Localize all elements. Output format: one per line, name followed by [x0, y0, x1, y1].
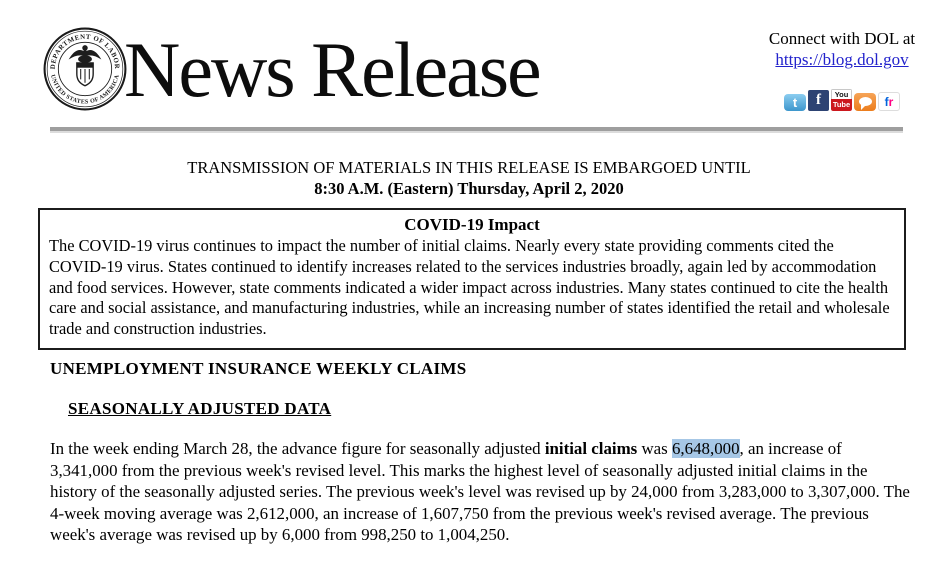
connect-text: Connect with DOL at [768, 29, 916, 48]
covid-impact-box [38, 208, 906, 350]
covid-box-title: COVID-19 Impact [404, 215, 540, 234]
embargo-line1: TRANSMISSION OF MATERIALS IN THIS RELEASE IS EMBARGOED UNTIL [187, 158, 751, 177]
section-heading-seasonally-adjusted-data: SEASONALLY ADJUSTED DATA [68, 399, 332, 418]
youtube-icon-top-label: You [831, 89, 852, 99]
claims-rest: , an increase of 3,341,000 from the previous week's revised level. This marks the highest level of seasonally adjusted initial claims in the history of the seasonally adjusted series. The previous week's level was revised up by 24,000 from 3,283,000 to 3,307,000. The 4-week moving average was 2,612,000, an increase of 1,607,750 from the previous week's revised average. The previous week's average was revised up by 6,000 from 998,250 to 1,004,250. [50, 439, 910, 544]
dol-seal [42, 26, 128, 112]
chat-bubble-glyph [859, 97, 872, 106]
flickr-icon[interactable] [878, 92, 900, 111]
claims-mid: was [637, 439, 672, 458]
connect-block [746, 28, 938, 111]
flickr-icon-f: f [884, 94, 889, 109]
highlighted-value: 6,648,000 [671, 439, 740, 458]
blog-link[interactable]: https://blog.dol.gov [775, 50, 909, 69]
dol-seal-graphic [42, 26, 128, 112]
youtube-icon[interactable] [831, 89, 852, 111]
flickr-icon-r: r [888, 94, 894, 109]
chat-bubble-icon[interactable] [854, 93, 876, 111]
embargo-notice [0, 157, 938, 199]
embargo-line2: 8:30 A.M. (Eastern) Thursday, April 2, 2020 [314, 179, 624, 198]
masthead-title: News Release [124, 26, 540, 113]
shield-icon [77, 63, 93, 86]
section-heading-unemployment-insurance-weekly-claims: UNEMPLOYMENT INSURANCE WEEKLY CLAIMS [50, 359, 467, 378]
claims-bold-term: initial claims [544, 439, 638, 458]
header-divider [50, 127, 903, 133]
seal-text-top: DEPARTMENT OF LABOR [49, 33, 121, 70]
covid-box-body: The COVID-19 virus continues to impact the number of initial claims. Nearly every state providing comments cited the COVID-19 virus. States continued to identify increases related to the services industries broadly, again led by accommodation and food services. However, state comments indicated a wider impact across industries. Many states continued to cite the health care and social assistance, and manufacturing industries, while an increasing number of states identified the retail and wholesale trade and construction industries. [49, 236, 890, 339]
seal-text-bottom: UNITED STATES OF AMERICA [49, 74, 121, 106]
social-icons-row [746, 87, 938, 111]
claims-intro: In the week ending March 28, the advance figure for seasonally adjusted [50, 439, 545, 458]
youtube-icon-bottom-label: Tube [832, 100, 851, 109]
facebook-icon[interactable]: f [808, 90, 829, 111]
twitter-icon[interactable]: t [784, 94, 806, 111]
claims-paragraph [50, 438, 910, 546]
